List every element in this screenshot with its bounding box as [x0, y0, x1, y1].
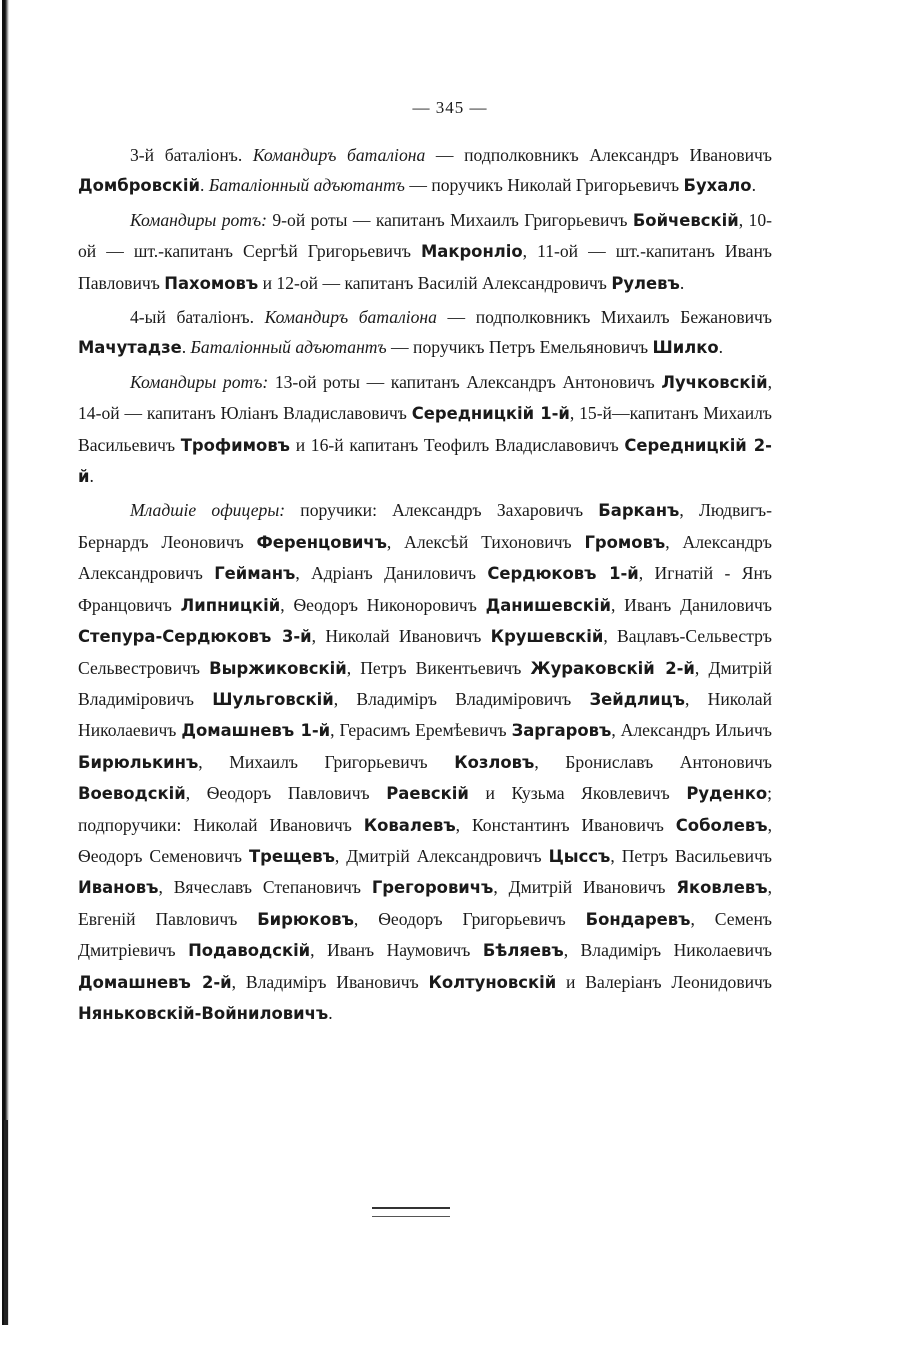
paragraph-battalion-4-company-commanders [78, 367, 772, 493]
body-text: и 12-ой — капитанъ Василій Александровичъ [258, 272, 612, 293]
body-text: и 16-й капитанъ Теофилъ Владиславовичъ [290, 434, 625, 455]
officer-surname: Лучковскій [661, 372, 768, 392]
officer-surname: Бирюковъ [257, 909, 354, 929]
body-text: , Брониславъ Антоновичъ [534, 751, 772, 772]
officer-surname: Данишевскій [485, 595, 611, 615]
body-text: , 14-ой — капитанъ Юліанъ Владиславовичъ [78, 371, 772, 424]
body-text: ; подпоручики: Николай Ивановичъ [78, 783, 772, 835]
officer-surname: Середницкій 1-й [411, 404, 570, 424]
section-label: Командиры ротъ: [130, 209, 267, 230]
section-label: Баталіонный адъютантъ [208, 175, 405, 196]
officer-surname: Козловъ [454, 752, 535, 772]
body-text: , Александръ Ильичъ [611, 720, 772, 741]
body-text: , Евгеній Павловичъ [78, 877, 772, 929]
officer-surname: Шульговскій [212, 689, 334, 709]
body-text: . [200, 175, 209, 196]
officer-surname: Домашневъ 1-й [181, 721, 331, 741]
body-text: , Дмитрій Ивановичъ [493, 877, 677, 898]
body-text: , Адріанъ Даниловичъ [295, 563, 488, 584]
officer-surname: Бойчевскій [632, 210, 739, 230]
officer-surname: Макронліо [420, 242, 523, 262]
body-text: , Николай Ивановичъ [311, 626, 491, 647]
officer-surname: Грегоровичъ [371, 878, 494, 898]
body-text: и Кузьма Яковлевичъ [468, 783, 687, 804]
section-label: Младшіе офицеры: [130, 500, 286, 521]
officer-surname: Раевскій [386, 784, 469, 804]
body-text: , 15-й—капитанъ Михаилъ Васильевичъ [78, 403, 772, 455]
officer-surname: Зейдлицъ [589, 689, 685, 709]
officer-surname: Домашневъ 2-й [78, 972, 232, 992]
body-text: . [751, 175, 756, 196]
officer-surname: Бирюлькинъ [78, 752, 199, 772]
body-text: , Герасимъ Еремѣевичъ [330, 720, 512, 741]
officer-surname: Степура-Сердюковъ 3-й [78, 627, 312, 647]
officer-surname: Руденко [686, 784, 768, 804]
end-of-section-rule [372, 1207, 450, 1217]
body-text: , Ѳеодоръ Семеновичъ [78, 814, 772, 866]
officer-surname: Ковалевъ [363, 815, 456, 835]
body-text: , Игнатій - Янъ Францовичъ [78, 563, 772, 615]
body-text: , Владиміръ Николаевичъ [563, 940, 773, 961]
body-text: 13-ой роты — капитанъ Александръ Антоновичъ [268, 371, 662, 392]
page-number: — 345 — [412, 98, 488, 117]
body-text: , Людвигъ-Бернардъ Леоновичъ [78, 500, 772, 552]
body-text: , Дмитрій Александровичъ [334, 845, 549, 866]
officer-surname: Соболевъ [675, 815, 768, 835]
officer-surname: Барканъ [598, 501, 680, 521]
officer-surname: Липницкій [180, 595, 281, 615]
body-text: 9-ой роты — капитанъ Михаилъ Григорьевичъ [266, 209, 633, 230]
body-text: поручики: Александръ Захаровичъ [285, 500, 599, 521]
body-text: , Дмитрій Владиміровичъ [78, 657, 773, 709]
body-text: , Иванъ Даниловичъ [610, 594, 773, 615]
officer-surname: Ивановъ [78, 878, 159, 898]
officer-surname: Сердюковъ 1-й [487, 564, 639, 584]
paragraph-battalion-3-company-commanders [78, 205, 772, 299]
officer-surname: Крушевскій [490, 627, 604, 647]
paragraph-battalion-4 [78, 302, 772, 364]
body-text: и Валеріанъ Леонидовичъ [556, 971, 772, 992]
body-text: , Иванъ Наумовичъ [310, 940, 483, 961]
body-text: , Вацлавъ-Сельвестръ Сельвестровичъ [78, 626, 772, 678]
section-label: Командиръ баталіона [264, 307, 437, 328]
section-label: Командиръ баталіона [252, 145, 426, 165]
body-text: , Михаилъ Григорьевичъ [198, 751, 455, 772]
document-body [78, 140, 772, 1029]
paragraph-junior-officers [78, 495, 772, 1029]
body-text: , Владиміръ Ивановичъ [231, 971, 429, 992]
body-text: , Ѳеодоръ Павловичъ [185, 783, 387, 804]
officer-surname: Трещевъ [248, 846, 335, 866]
officer-surname: Шилко [652, 338, 719, 358]
body-text: , Алексѣй Тихоновичъ [386, 531, 585, 552]
officer-surname: Гейманъ [214, 564, 296, 584]
body-text: , Семенъ Дмитріевичъ [78, 908, 772, 961]
officer-surname: Пахомовъ [164, 273, 259, 293]
officer-surname: Середницкій 2-й [78, 435, 772, 487]
officer-surname: Цыссъ [548, 846, 611, 866]
body-text: , 10-ой — шт.-капитанъ Сергѣй Григорьевичъ [78, 209, 772, 262]
body-text: , Владиміръ Владиміровичъ [333, 688, 590, 709]
body-text: 4-ый баталіонъ. [130, 307, 265, 328]
body-text: , Николай Николаевичъ [78, 688, 772, 741]
body-text: . [679, 272, 685, 293]
body-text: , Петръ Викентьевичъ [346, 657, 531, 678]
body-text: , 11-ой — шт.-капитанъ Иванъ Павловичъ [78, 241, 772, 293]
section-label: Баталіонный адъютантъ [190, 337, 387, 358]
officer-surname: Ференцовичъ [256, 532, 387, 552]
officer-surname: Мачутадзе [78, 338, 182, 358]
body-text: . [328, 1002, 333, 1023]
officer-surname: Заргаровъ [511, 721, 612, 741]
body-text: , Петръ Васильевичъ [610, 845, 773, 866]
body-text: , Ѳеодоръ Григорьевичъ [353, 908, 586, 929]
body-text: . [89, 466, 94, 487]
body-text: — подполковникъ Александръ Ивановичъ [425, 145, 772, 165]
officer-surname: Рулевъ [611, 273, 680, 293]
body-text: , Константинъ Ивановичъ [455, 814, 676, 835]
officer-surname: Домбровскій [78, 176, 201, 196]
body-text: , Александръ Александровичъ [78, 531, 772, 584]
body-text: , Вячеславъ Степановичъ [158, 877, 372, 898]
body-text: . [718, 337, 724, 358]
section-label: Командиры ротъ: [130, 371, 269, 392]
officer-surname: Выржиковскій [209, 658, 347, 678]
scan-binding-shadow [4, 1120, 8, 1325]
officer-surname: Подаводскій [188, 941, 311, 961]
officer-surname: Няньковскій-Войниловичъ [78, 1003, 329, 1023]
body-text: 3-й баталіонъ. [130, 145, 253, 165]
officer-surname: Бѣляевъ [482, 941, 564, 961]
body-text: — подполковникъ Михаилъ Бежановичъ [436, 307, 772, 328]
officer-surname: Колтуновскій [428, 972, 557, 992]
officer-surname: Бондаревъ [585, 909, 691, 929]
officer-surname: Яковлевъ [676, 878, 768, 898]
body-text: . [181, 337, 191, 358]
body-text: , Ѳеодоръ Никоноровичъ [280, 594, 486, 615]
officer-surname: Жураковскій 2-й [530, 658, 695, 678]
paragraph-battalion-3 [78, 140, 772, 202]
officer-surname: Трофимовъ [180, 435, 291, 455]
body-text: — поручикъ Петръ Емельяновичъ [386, 337, 653, 358]
officer-surname: Бухало [683, 176, 752, 196]
officer-surname: Громовъ [584, 532, 666, 552]
officer-surname: Воеводскій [78, 784, 186, 804]
body-text: — поручикъ Николай Григорьевичъ [404, 175, 684, 196]
